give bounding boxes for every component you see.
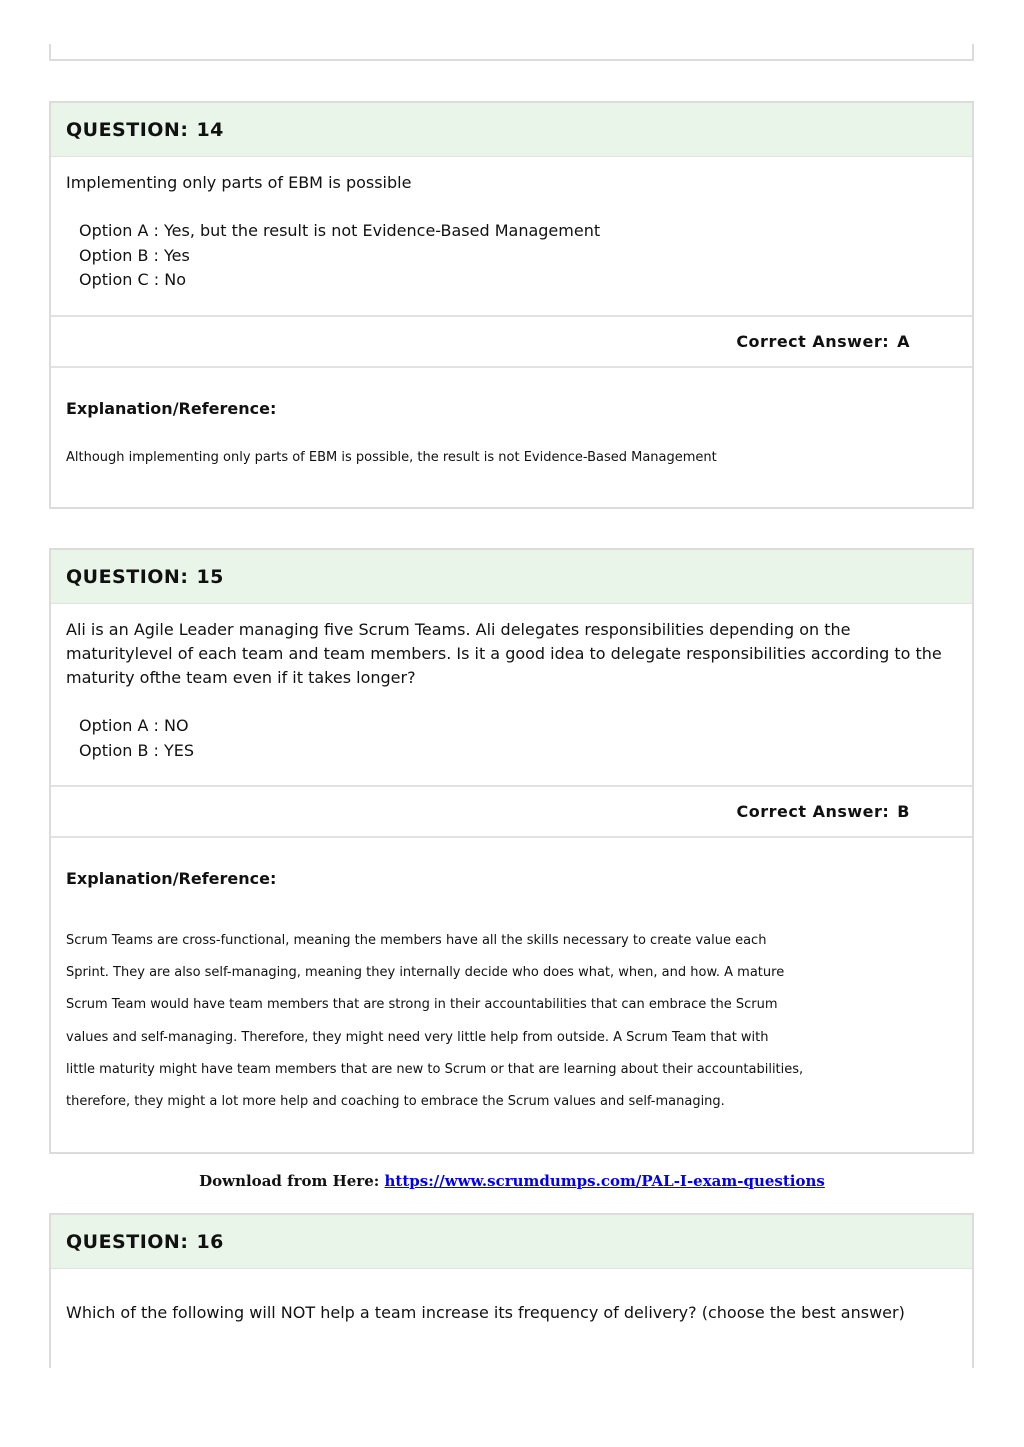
explanation-line: Sprint. They are also self-managing, meaning they internally decide who does what, when, and how. A mature [66, 965, 785, 981]
options-list [66, 714, 957, 763]
correct-answer-value: A [897, 332, 910, 351]
explanation-text [66, 925, 957, 1118]
question-header [51, 550, 972, 604]
option-a: Option A : NO [79, 716, 189, 735]
correct-answer-row [51, 787, 972, 838]
explanation-line: little maturity might have team members that are new to Scrum or that are learning about their accountabilities, [66, 1061, 804, 1077]
question-header [51, 103, 972, 157]
download-label: Download from Here: [199, 1172, 380, 1190]
question-text-line: Ali is an Agile Leader managing five Scrum Teams. Ali delegates responsibilities depending on the [66, 620, 851, 639]
correct-answer-value: B [897, 802, 910, 821]
explanation-line: therefore, they might a lot more help and coaching to embrace the Scrum values and self-managing. [66, 1094, 725, 1110]
explanation-text [66, 448, 957, 468]
correct-answer-label: Correct Answer: [736, 332, 890, 351]
question-card-16 [49, 1213, 974, 1368]
question-text-line: maturitylevel of each team and team members. Is it a good idea to delegate responsibilities according to the [66, 644, 942, 663]
question-number: 15 [196, 565, 224, 588]
option-b: Option B : YES [79, 740, 195, 760]
question-title [66, 119, 224, 141]
question-title [66, 566, 224, 588]
explanation-line: values and self-managing. Therefore, they might need very little help from outside. A Scrum Team that with [66, 1029, 769, 1045]
option-a: Option A : Yes, but the result is not Evidence-Based Management [79, 221, 601, 240]
explanation-line: Although implementing only parts of EBM is possible, the result is not Evidence-Based Management [66, 450, 717, 465]
question-body [51, 157, 972, 317]
correct-answer-label: Correct Answer: [736, 802, 890, 821]
question-title [66, 1231, 224, 1253]
question-text [66, 618, 957, 690]
download-line [0, 1172, 1024, 1190]
question-label: QUESTION: [66, 1230, 189, 1253]
question-card-15 [49, 548, 974, 1154]
correct-answer-row [51, 317, 972, 368]
previous-question-frame [49, 44, 974, 61]
option-b: Option B : Yes [79, 245, 190, 265]
question-text-line: maturity ofthe team even if it takes longer? [66, 668, 416, 687]
option-c: Option C : No [79, 270, 186, 289]
options-list [66, 219, 957, 293]
question-label: QUESTION: [66, 565, 189, 588]
question-number: 14 [196, 118, 224, 141]
explanation-line: Scrum Teams are cross-functional, meaning the members have all the skills necessary to create value each [66, 933, 767, 948]
download-link[interactable]: https://www.scrumdumps.com/PAL-I-exam-questions [384, 1172, 825, 1190]
question-card-14 [49, 101, 974, 509]
question-label: QUESTION: [66, 118, 189, 141]
question-body [51, 604, 972, 787]
question-header [51, 1215, 972, 1269]
explanation-title: Explanation/Reference: [66, 399, 277, 418]
question-body [51, 1269, 972, 1345]
explanation-line: Scrum Team would have team members that are strong in their accountabilities that can embrace the Scrum [66, 997, 778, 1013]
question-number: 16 [196, 1230, 224, 1253]
question-text: Implementing only parts of EBM is possible [66, 173, 412, 192]
explanation-section [51, 368, 972, 468]
explanation-title: Explanation/Reference: [66, 869, 277, 888]
explanation-section [51, 838, 972, 1118]
question-text: Which of the following will NOT help a team increase its frequency of delivery? (choose the best answer) [66, 1303, 905, 1322]
